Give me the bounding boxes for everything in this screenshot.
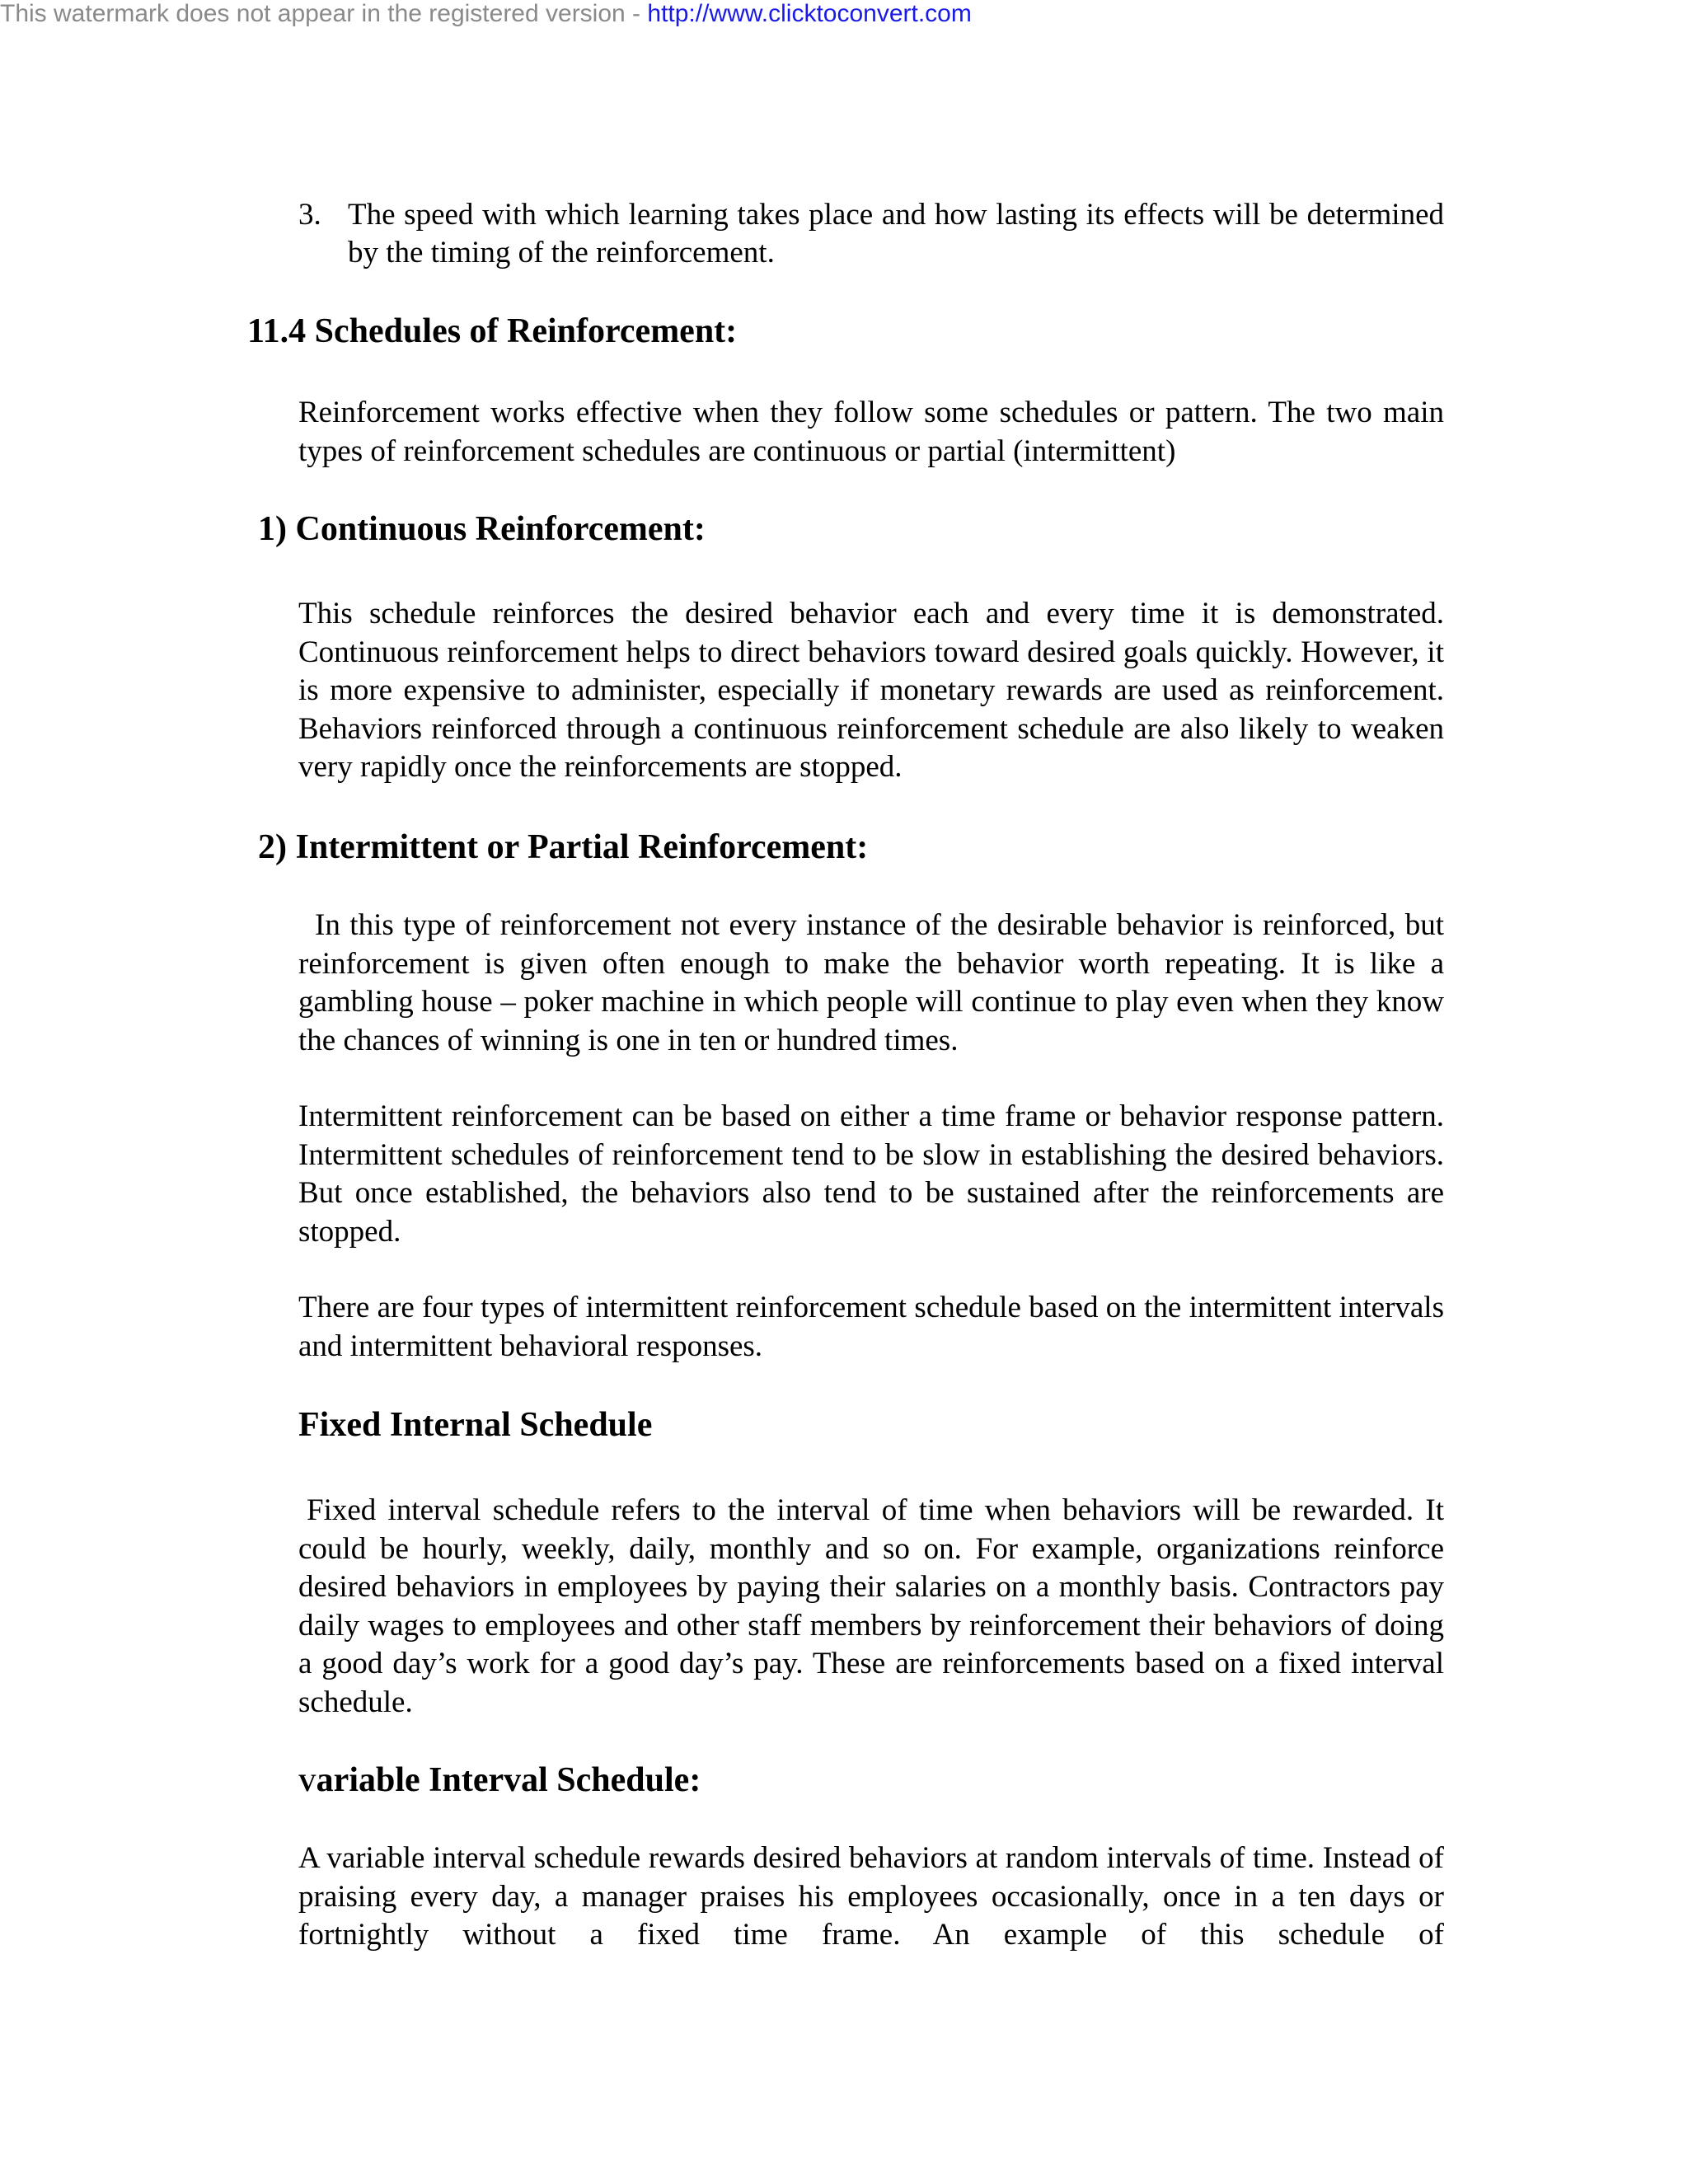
intermittent-paragraph-3: There are four types of intermittent reinforcement schedule based on the intermittent intervals and intermittent behavioral responses. [298, 1291, 1444, 1363]
fixed-interval-heading: Fixed Internal Schedule [298, 1406, 653, 1444]
variable-heading-rest: ariable Interval Schedule: [316, 1761, 701, 1799]
list-item-number: 3. [298, 198, 321, 232]
intermittent-paragraph-2: Intermittent reinforcement can be based on either a time frame or behavior response pattern. Intermittent schedules of reinforcement tend to be slow in establishing the desired behaviors. But once established, the behaviors also tend to be sustained after the reinforcements are stopped. [298, 1099, 1444, 1249]
intro-paragraph: Reinforcement works effective when they follow some schedules or pattern. The two main types of reinforcement schedules are continuous or partial (intermittent) [298, 396, 1444, 468]
intermittent-paragraph-1: In this type of reinforcement not every instance of the desirable behavior is reinforced, but reinforcement is given often enough to make the behavior worth repeating. It is like a gambling house – poker machine in which people will continue to play even when they know the chances of winning is one in ten or hundred times. [298, 908, 1444, 1057]
list-item-text: The speed with which learning takes place and how lasting its effects will be determined by the timing of the reinforcement. [348, 198, 1444, 269]
continuous-paragraph: This schedule reinforces the desired behavior each and every time it is demonstrated. Continuous reinforcement helps to direct behaviors toward desired goals quickly. However, it is more expensive to administer, especially if monetary rewards are used as reinforcement. Behaviors reinforced through a continuous reinforcement schedule are also likely to weaken very rapidly once the reinforcements are stopped. [298, 597, 1444, 784]
intermittent-heading: 2) Intermittent or Partial Reinforcement: [258, 828, 869, 866]
continuous-heading: 1) Continuous Reinforcement: [258, 510, 706, 548]
watermark-banner [0, 0, 972, 28]
watermark-text: This watermark does not appear in the registered version - [0, 0, 648, 27]
variable-interval-paragraph: A variable interval schedule rewards desired behaviors at random intervals of time. Instead of praising every day, a manager praises his employees occasionally, once in a ten days or fortnightly without a fixed time frame. An example of this schedule of [298, 1841, 1444, 1952]
variable-interval-heading [298, 1760, 701, 1804]
fixed-interval-paragraph: Fixed interval schedule refers to the interval of time when behaviors will be rewarded. It could be hourly, weekly, daily, monthly and so on. For example, organizations reinforce desired behaviors in employees by paying their salaries on a monthly basis. Contractors pay daily wages to employees and other staff members by reinforcement their behaviors of doing a good day’s work for a good day’s pay. These are reinforcements based on a fixed interval schedule. [298, 1493, 1444, 1719]
section-heading: 11.4 Schedules of Reinforcement: [247, 312, 738, 350]
watermark-link[interactable]: http://www.clicktoconvert.com [647, 0, 972, 27]
variable-heading-initial: V [298, 1769, 316, 1797]
list-item [298, 196, 1444, 272]
